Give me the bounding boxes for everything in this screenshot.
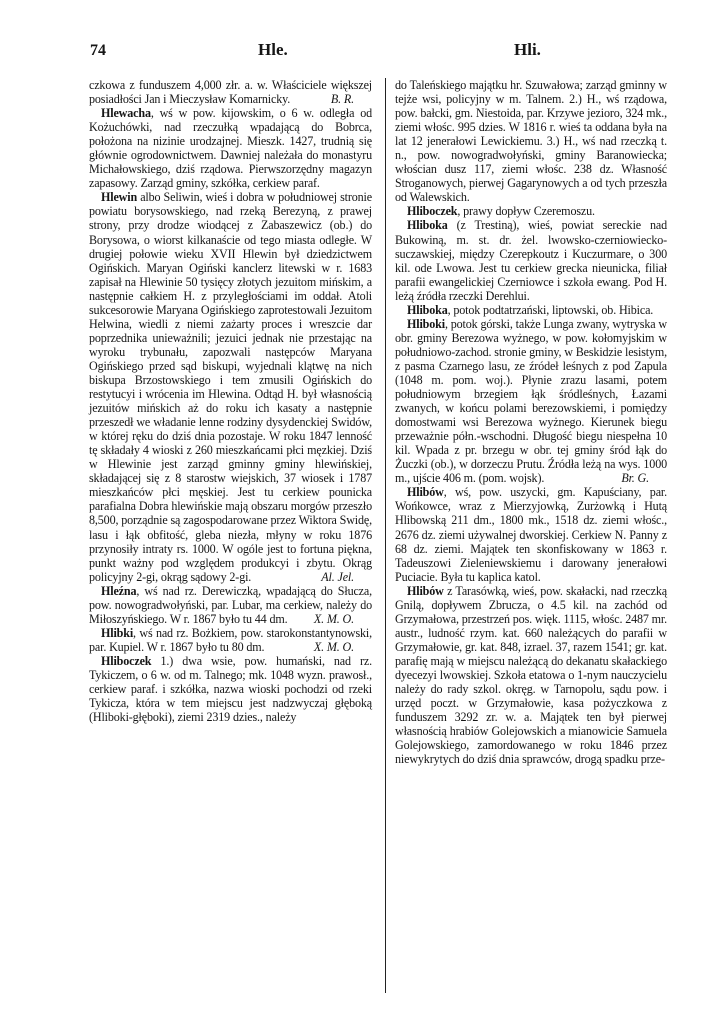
entry-text: , wś w pow. kijowskim, o 6 w. odległa od Kożuchówki, nad rzeczułką wpadającą do Bobrca, położona na nizinie urodzajnej. Mieszk. 1427, trudnią się głównie ogrodownictwem. Dawniej należała do monastyru Michałowskiego, dziś rządowa. Pierwszorzędny magazyn zapasowy. Zarząd gminy, szkółka, cerkiew paraf. — [89, 106, 372, 191]
entry-text: albo Seliwin, wieś i dobra w południowej stronie powiatu borysowskiego, nad rzeką Berezyną, z prawej strony, przy drodze wiodącej z Zabaszewicz (ob.) do Borysowa, o wiorst kilkanaście od tego miasta odległe. W drugiej połowie wieku XVII Hlewin był dziedzictwem Ogińskich. Maryan Ogiński kanclerz litewski w r. 1683 zapisał na Hlewinie 50 tysięcy złotych jezuitom mińskim, a następnie całkiem H. z przyległościami im oddał. Atoli sukcesorowie Maryana Ogińskiego zaprotestowali Jezuitom Helwina, wiedli z niemi zażarty proces i wreszcie dar poprzednika unieważnili; jezuici jednak nie przestając na wyroku trybunału, zapozwali następców Maryana Ogińskiego przed sąd biskupi, wyjednali klątwę na nich biskupa Brzostowskiego i tem zmusili Ogińskich do restytucyi i wrócenia im Hlewina. Odtąd H. był własnością jezuitów mińskich aż do roku ich kasaty a następnie przeszedł we władanie lenne rodziny dysydenckiej Swidów, w której ręku do dziś dnia pozostaje. W roku 1847 lenność tę składały 4 wioski z 260 mieszkańcami płci męzkiej. Dziś w Hlewinie jest zarząd gminny gminy hlewińskiej, składającej się z 8 starostw wiejskich, 37 wiosek i 1787 mieszkańców płci męskiej. Jest tu cerkiew pounicka parafialna Dobra hlewińskie mają obszaru morgów przeszło 8,500, porządnie są zagospodarowane przez Wiktora Swidę, lasu i łąk obfitość, gleba niezła, młyny w roku 1876 przynosiły intraty rs. 1000. W ogóle jest to fortuna piękna, punkt ważny pod względem produkcyi i zbytu. Okrąg policyjny 2-gi, okrąg sądowy 2-gi. — [89, 190, 372, 584]
dictionary-entry — [89, 654, 372, 724]
entry-headword: Hliboki — [407, 316, 445, 331]
left-column — [89, 78, 372, 724]
dictionary-entry — [395, 485, 667, 583]
dictionary-entry — [395, 218, 667, 302]
page-number: 74 — [90, 42, 106, 59]
dictionary-entry — [395, 317, 667, 486]
column-divider — [385, 78, 386, 993]
dictionary-entry — [89, 626, 372, 654]
dictionary-entry — [89, 106, 372, 190]
entry-headword: Hlewacha — [101, 106, 151, 121]
dictionary-entry — [89, 190, 372, 583]
entry-text: , wś, pow. uszycki, gm. Kapuściany, par. Wońkowce, wraz z Mierzyjowką, Zurżowką i Hutą Hlibowską 211 dm., 1800 mk., 1518 dz. ziemi włośc., 2676 dz. ziemi używalnej dworskiej. Cerkiew N. Panny z 68 dz. ziemi. Majątek ten skonfiskowany w 1863 r. Tadeuszowi Zieleniewskiemu i darowany jenerałowi Puciacie. Była tu kaplica katol. — [395, 485, 667, 584]
running-header — [0, 40, 720, 66]
entry-text: (z Trestiną), wieś, powiat sereckie nad Bukowiną, m. st. dr. żel. lwowsko-czerniowiecko-suczawskiej, między Czerepkoutz i Kuczurmare, o 300 kil. ode Lwowa. Jest tu cerkiew grecka nieunicka, filiał parafii ewangelickiej Czerniowce i szkoła ewang. Pod H. leżą źródła rzeczki Derehlui. — [395, 218, 667, 303]
entry-text: , wś nad rz. Bożkiem, pow. starokonstantynowski, par. Kupiel. W r. 1867 było tu 80 dm. — [89, 625, 372, 654]
entry-text: , potok górski, także Lunga zwany, wytryska w obr. gminy Berezowa wyżnego, w pow. kołomyjskim w południowo-zachod. stronie gminy, w Beskidzie lesistym, z pasma Czarnego lasu, ze źródeł leśnych z pod Zapula (1048 m. pom. woj.). Płynie zrazu lasami, potem południowym brzegiem łąk śródleśnych, Łazami zwanych, w końcu polami berezowskiemi, i pomiędzy domostwami wsi Berezowa wyżnego. Kierunek biegu przeważnie półn.-wschodni. Długość biegu niespełna 10 kil. Wpada z pr. brzegu w obr. tej gminy śród łąk do Żuczki (ob.), w dorzeczu Prutu. Źródła leżą na wys. 1000 m., ujście 406 m. (pom. wojsk). — [395, 316, 667, 486]
author-signature: X. M. O. — [313, 639, 354, 654]
right-running-head: Hli. — [514, 40, 541, 59]
entry-headword: Hliboczek — [407, 204, 458, 219]
dictionary-entry — [395, 584, 667, 767]
author-signature: X. M. O. — [313, 611, 354, 626]
entry-headword: Hliboczek — [101, 653, 152, 668]
entry-headword: Hlibki — [101, 625, 134, 640]
author-signature: B. R. — [330, 92, 354, 107]
author-signature: Al. Jel. — [321, 569, 354, 584]
entry-headword: Hliboka — [407, 218, 448, 233]
entry-text: , potok podtatrzański, liptowski, ob. Hibica. — [447, 302, 654, 317]
dictionary-entry — [395, 303, 667, 317]
entry-headword: Hlibów — [407, 485, 444, 500]
entry-text: czkowa z funduszem 4,000 złr. a. w. Właściciele większej posiadłości Jan i Mieczysław Komarnicky. — [89, 78, 372, 107]
entry-headword: Hlibów — [407, 583, 444, 598]
entry-headword: Hleźna — [101, 583, 137, 598]
entry-text: z Tarasówką, wieś, pow. skałacki, nad rzeczką Gnilą, dopływem Zbrucza, o 4.5 kil. na zachód od Grzymałowa, przestrzeń pos. więk. 1115, włośc. 2487 mr. austr., ludność rzym. kat. 660 należących do parafii w Grzymałowie, gr. kat. 848, izrael. 37, razem 1541; gr. kat. parafię mają w miejscu należącą do dekanatu skałackiego dyecezyi lwowskiej. Szkoła etatowa o 1-nym nauczycielu należy do rady szkol. okręg. w Tarnopolu, sądu pow. i urzęd poczt. w Grzymałowie, kasa pożyczkowa z funduszem 3292 zr. w. a. Majątek ten był pierwej własnością hrabiów Golejowskich a mianowicie Samuela Golejowskiego, zamordowanego w roku 1846 przez niewykrytych do dziś dnia sprawców, drogą spadku prze- — [395, 583, 667, 767]
dictionary-entry — [89, 584, 372, 626]
entry-text: , wś nad rz. Derewiczką, wpadającą do Słucza, pow. nowogradwołyński, par. Lubar, ma cerkiew, należy do Miłoszyńskiego. W r. 1867 było tu 44 dm. — [89, 583, 372, 626]
entry-headword: Hliboka — [407, 302, 448, 317]
entry-text: , prawy dopływ Czeremoszu. — [457, 204, 595, 219]
author-signature: Br. G. — [621, 471, 649, 486]
dictionary-entry — [89, 78, 372, 106]
dictionary-entry — [395, 78, 667, 204]
dictionary-entry — [395, 204, 667, 218]
entry-text: 1.) dwa wsie, pow. humański, nad rz. Tykiczem, o 6 w. od m. Talnego; mk. 1048 wyzn. prawosł., cerkiew paraf. i szkółka, nazwa wioski pochodzi od rzeki Tykicza, która w tem miejscu jest nadzwyczaj głęboką (Hliboki-głęboki), ziemi 2319 dzies., należy — [89, 653, 372, 725]
left-running-head: Hle. — [258, 40, 288, 59]
entry-headword: Hlewin — [101, 190, 138, 205]
entry-text: do Taleńskiego majątku hr. Szuwałowa; zarząd gminny w tejże wsi, policyjny w m. Talnem. 2.) H., wś rządowa, pow. bałcki, gm. Niestoida, par. Krzywe jezioro, 324 mk., ziemi włośc. 995 dzies. W 1816 r. wieś ta oddana była na lat 12 jenerałowi Lewickiemu. 3.) H., wś nad rzeczką t. n., pow. nowogradwołyński, gminy Baranowiecka; włościan dusz 117, ziemi włośc. 238 dz. Własność Stroganowych, pierwej Gagarynowych a od tych przeszła od Walewskich. — [395, 78, 667, 205]
right-column — [395, 78, 667, 766]
